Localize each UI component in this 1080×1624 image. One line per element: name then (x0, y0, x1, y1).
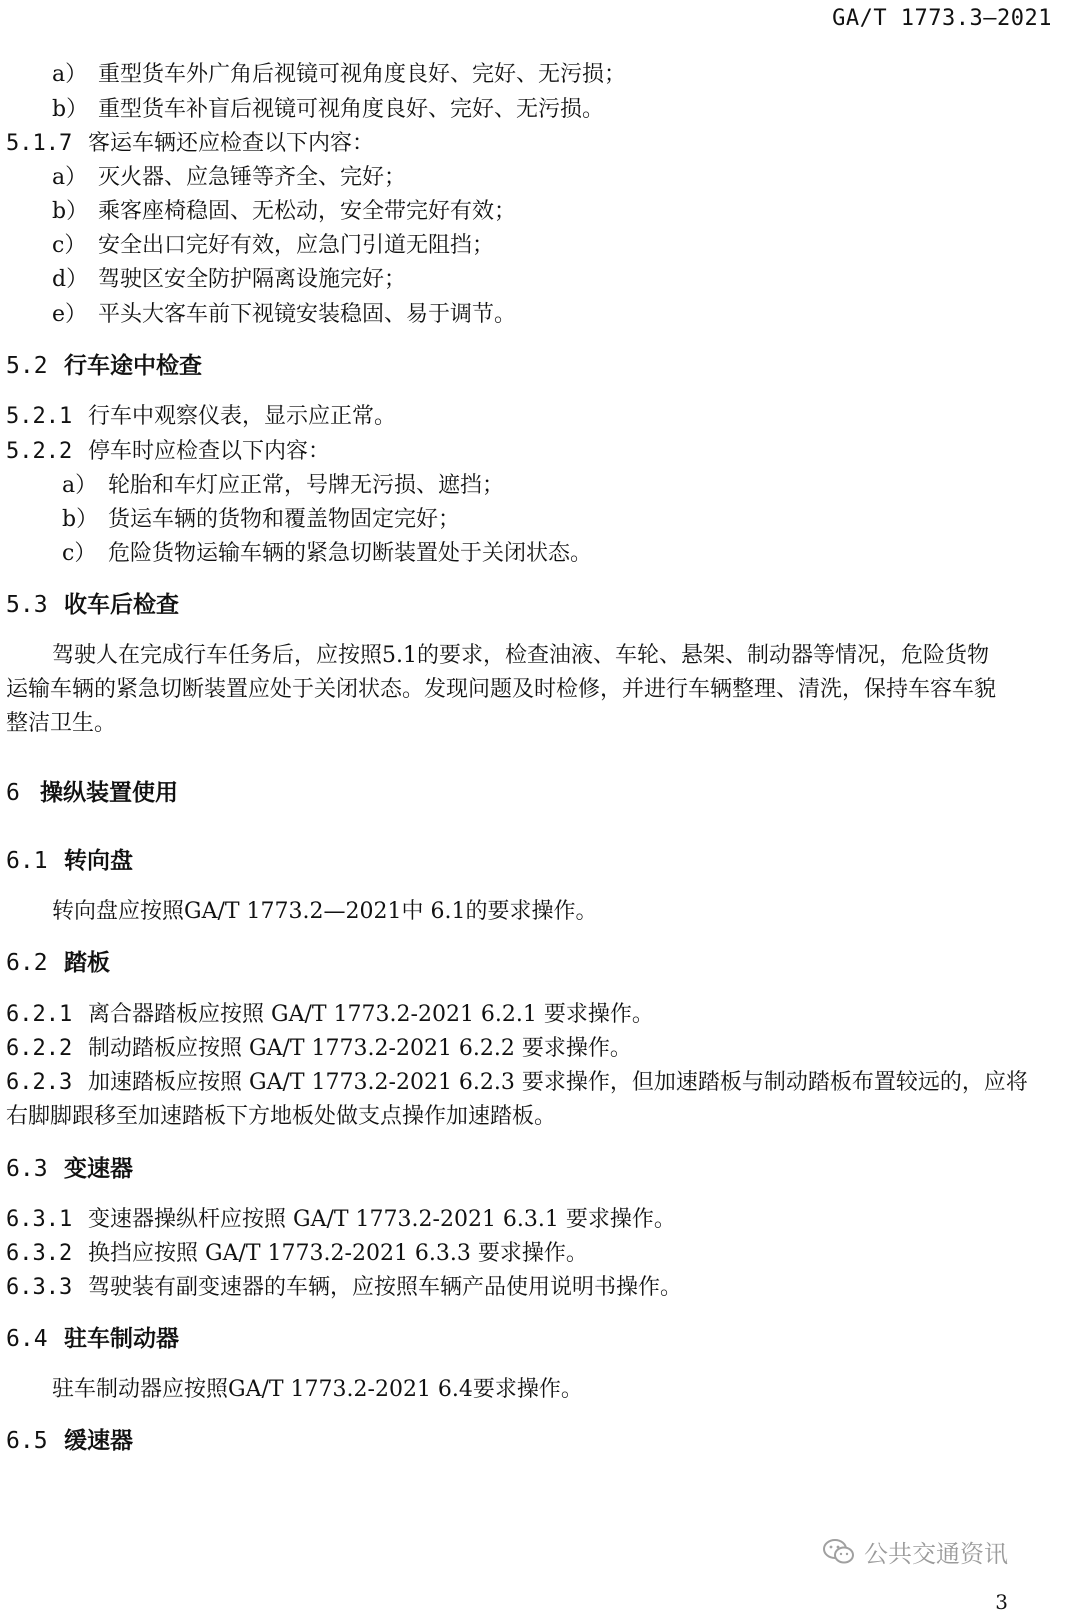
item-marker: d） (52, 267, 89, 292)
clause-text: 客运车辆还应检查以下内容： (88, 131, 375, 156)
item-marker: e） (52, 302, 88, 327)
item-marker: b） (52, 199, 89, 224)
section-title: 转向盘 (64, 848, 133, 874)
item-text: 重型货车补盲后视镜可视角度良好、完好、无污损。 (98, 97, 605, 122)
list-item (62, 503, 460, 537)
section-title: 行车途中检查 (64, 353, 202, 379)
section-heading-6-2 (6, 946, 110, 980)
item-text: 货运车辆的货物和覆盖物固定完好； (108, 507, 461, 532)
clause-text: 加速踏板应按照 GA/T 1773.2-2021 6.2.3 要求操作，但加速踏板与制动踏板布置较远的，应将 (88, 1070, 1028, 1095)
section-title: 驻车制动器 (64, 1326, 179, 1352)
item-marker: a） (52, 165, 88, 190)
paragraph-line: 驻车制动器应按照GA/T 1773.2-2021 6.4要求操作。 (52, 1377, 583, 1402)
section-heading-6-1 (6, 844, 133, 878)
watermark-text: 公共交通资讯 (864, 1540, 1008, 1568)
section-number: 5.3 (6, 592, 48, 618)
section-heading-6-5 (6, 1424, 133, 1458)
section-heading-5-2 (6, 349, 202, 383)
item-marker: b） (62, 507, 99, 532)
section-title: 踏板 (64, 950, 110, 976)
section-title: 变速器 (64, 1156, 133, 1182)
clause-text: 停车时应检查以下内容： (88, 439, 331, 464)
clause-6-2-1 (6, 998, 654, 1032)
clause-6-3-3 (6, 1271, 682, 1305)
chapter-heading-6 (6, 776, 178, 810)
item-text: 危险货物运输车辆的紧急切断装置处于关闭状态。 (108, 541, 593, 566)
section-number: 6.4 (6, 1326, 48, 1352)
clause-text: 换挡应按照 GA/T 1773.2-2021 6.3.3 要求操作。 (88, 1241, 588, 1266)
clause-6-2-2 (6, 1032, 632, 1066)
clause-5-1-7 (6, 127, 374, 161)
clause-6-3-2 (6, 1237, 588, 1271)
chapter-title: 操纵装置使用 (40, 780, 178, 806)
item-text: 驾驶区安全防护隔离设施完好； (98, 267, 407, 292)
item-marker: b） (52, 97, 89, 122)
clause-number: 6.3.2 (6, 1241, 73, 1266)
clause-text: 变速器操纵杆应按照 GA/T 1773.2-2021 6.3.1 要求操作。 (88, 1207, 676, 1232)
item-text: 重型货车外广角后视镜可视角度良好、完好、无污损； (98, 62, 627, 87)
paragraph-line: 驾驶人在完成行车任务后，应按照5.1的要求，检查油液、车轮、悬架、制动器等情况，危险货物 (52, 643, 989, 668)
clause-5-2-2 (6, 435, 330, 469)
paragraph-line: 运输车辆的紧急切断装置应处于关闭状态。发现问题及时检修，并进行车辆整理、清洗，保持车容车貌 (6, 677, 997, 702)
paragraph-line: 转向盘应按照GA/T 1773.2—2021中 6.1的要求操作。 (52, 899, 598, 924)
clause-text: 离合器踏板应按照 GA/T 1773.2-2021 6.2.1 要求操作。 (88, 1002, 654, 1027)
clause-number: 5.1.7 (6, 131, 73, 156)
doc-code-header: GA/T 1773.3—2021 (832, 6, 1052, 31)
section-heading-5-3 (6, 588, 179, 622)
list-item (62, 469, 504, 503)
section-number: 6.2 (6, 950, 48, 976)
list-item (52, 93, 604, 127)
item-marker: a） (52, 62, 88, 87)
item-marker: a） (62, 473, 98, 498)
chapter-number: 6 (6, 780, 20, 806)
clause-number: 6.2.2 (6, 1036, 73, 1061)
section-title: 收车后检查 (64, 592, 179, 618)
wechat-icon (822, 1538, 856, 1566)
section-number: 5.2 (6, 353, 48, 379)
list-item (52, 263, 406, 297)
paragraph-line: 整洁卫生。 (6, 711, 117, 736)
list-item (52, 298, 516, 332)
page-number: 3 (995, 1590, 1008, 1614)
clause-number: 5.2.2 (6, 439, 73, 464)
clause-6-2-3 (6, 1066, 1028, 1100)
item-text: 轮胎和车灯应正常，号牌无污损、遮挡； (108, 473, 505, 498)
clause-text: 行车中观察仪表，显示应正常。 (88, 404, 397, 429)
item-text: 安全出口完好有效，应急门引道无阻挡； (98, 233, 495, 258)
list-item (52, 58, 626, 92)
list-item (52, 195, 516, 229)
clause-text: 驾驶装有副变速器的车辆，应按照车辆产品使用说明书操作。 (88, 1275, 683, 1300)
clause-5-2-1 (6, 400, 396, 434)
clause-6-3-1 (6, 1203, 676, 1237)
clause-number: 6.2.3 (6, 1070, 73, 1095)
section-heading-6-3 (6, 1152, 133, 1186)
paragraph-line: 右脚脚跟移至加速踏板下方地板处做支点操作加速踏板。 (6, 1104, 557, 1129)
clause-number: 6.3.3 (6, 1275, 73, 1300)
clause-number: 5.2.1 (6, 404, 73, 429)
clause-number: 6.3.1 (6, 1207, 73, 1232)
clause-number: 6.2.1 (6, 1002, 73, 1027)
item-text: 灭火器、应急锤等齐全、完好； (98, 165, 407, 190)
section-title: 缓速器 (64, 1428, 133, 1454)
section-number: 6.3 (6, 1156, 48, 1182)
item-marker: c） (62, 541, 97, 566)
list-item (52, 161, 406, 195)
section-heading-6-4 (6, 1322, 179, 1356)
list-item (52, 229, 494, 263)
watermark (822, 1534, 1008, 1569)
item-text: 乘客座椅稳固、无松动，安全带完好有效； (98, 199, 517, 224)
section-number: 6.5 (6, 1428, 48, 1454)
section-number: 6.1 (6, 848, 48, 874)
item-marker: c） (52, 233, 87, 258)
clause-text: 制动踏板应按照 GA/T 1773.2-2021 6.2.2 要求操作。 (88, 1036, 632, 1061)
list-item (62, 537, 592, 571)
item-text: 平头大客车前下视镜安装稳固、易于调节。 (98, 302, 517, 327)
